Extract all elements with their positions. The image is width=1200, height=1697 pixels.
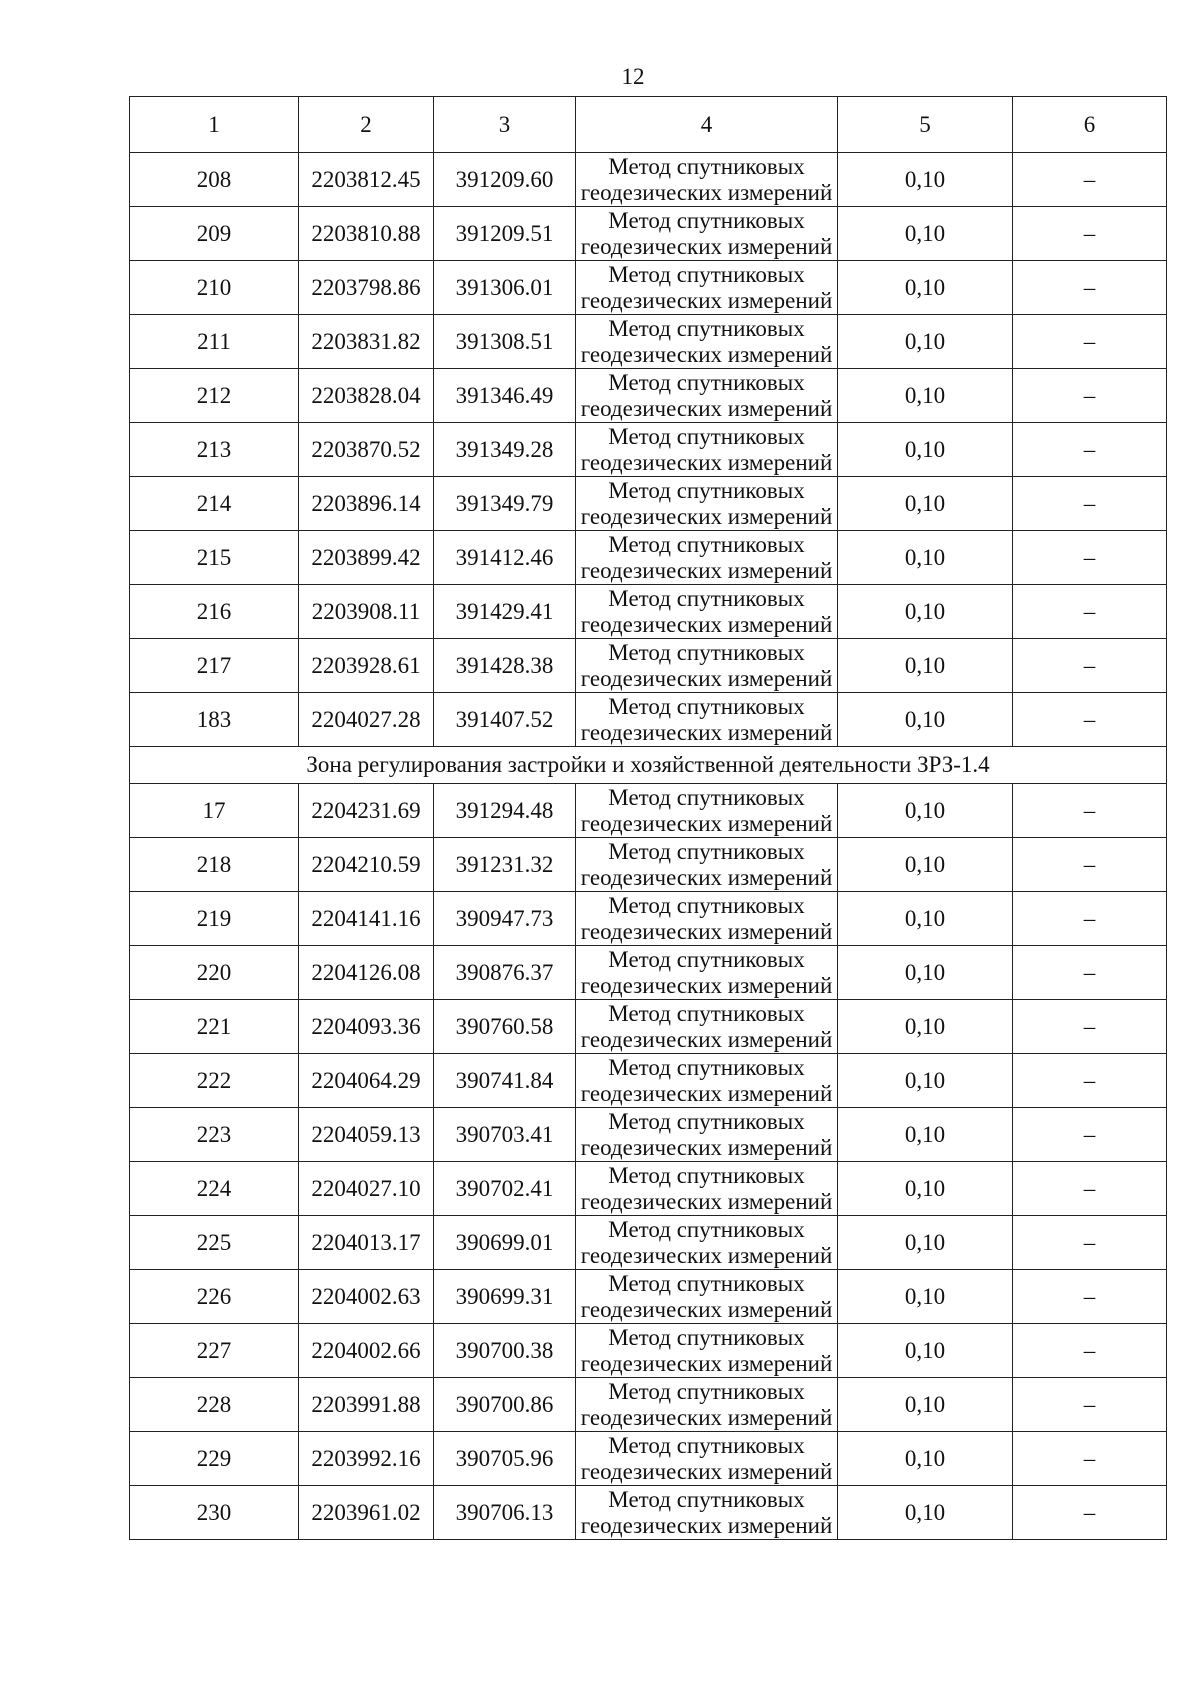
point-number-cell: 216: [130, 585, 299, 639]
note-cell: –: [1013, 369, 1167, 423]
x-coordinate-cell: 2203908.11: [299, 585, 434, 639]
method-line-1: Метод спутниковых: [608, 1108, 805, 1134]
method-line-2: геодезических измерений: [580, 1080, 833, 1106]
table-row: [130, 1216, 1167, 1270]
y-coordinate-cell: 391349.79: [434, 477, 576, 531]
column-header-3: 3: [434, 97, 576, 153]
point-number-cell: 210: [130, 261, 299, 315]
point-number-cell: 17: [130, 784, 299, 838]
method-line-1: Метод спутниковых: [608, 1378, 805, 1404]
method-line-1: Метод спутниковых: [608, 693, 805, 719]
method-cell: [576, 207, 838, 261]
note-cell: –: [1013, 693, 1167, 747]
accuracy-cell: 0,10: [838, 369, 1013, 423]
y-coordinate-cell: 390741.84: [434, 1054, 576, 1108]
method-line-2: геодезических измерений: [580, 503, 833, 529]
accuracy-cell: 0,10: [838, 1324, 1013, 1378]
header-row: [130, 97, 1167, 153]
point-number-cell: 230: [130, 1486, 299, 1540]
point-number-cell: 229: [130, 1432, 299, 1486]
coordinates-table: [129, 96, 1167, 1540]
accuracy-cell: 0,10: [838, 531, 1013, 585]
table-row: [130, 1000, 1167, 1054]
accuracy-cell: 0,10: [838, 784, 1013, 838]
y-coordinate-cell: 391231.32: [434, 838, 576, 892]
accuracy-cell: 0,10: [838, 1486, 1013, 1540]
note-cell: –: [1013, 1378, 1167, 1432]
method-line-2: геодезических измерений: [580, 341, 833, 367]
method-line-1: Метод спутниковых: [608, 423, 805, 449]
method-line-2: геодезических измерений: [580, 1026, 833, 1052]
y-coordinate-cell: 391346.49: [434, 369, 576, 423]
method-line-1: Метод спутниковых: [608, 1324, 805, 1350]
accuracy-cell: 0,10: [838, 892, 1013, 946]
accuracy-cell: 0,10: [838, 946, 1013, 1000]
method-line-2: геодезических измерений: [580, 918, 833, 944]
zone-row: [130, 747, 1167, 784]
table-body: [130, 153, 1167, 1540]
accuracy-cell: 0,10: [838, 1108, 1013, 1162]
point-number-cell: 228: [130, 1378, 299, 1432]
method-cell: [576, 423, 838, 477]
method-cell: [576, 838, 838, 892]
point-number-cell: 220: [130, 946, 299, 1000]
note-cell: –: [1013, 639, 1167, 693]
method-line-2: геодезических измерений: [580, 864, 833, 890]
note-cell: –: [1013, 1270, 1167, 1324]
x-coordinate-cell: 2203961.02: [299, 1486, 434, 1540]
method-cell: [576, 946, 838, 1000]
table-row: [130, 1486, 1167, 1540]
column-header-5: 5: [838, 97, 1013, 153]
x-coordinate-cell: 2204002.63: [299, 1270, 434, 1324]
method-cell: [576, 892, 838, 946]
y-coordinate-cell: 390703.41: [434, 1108, 576, 1162]
note-cell: –: [1013, 261, 1167, 315]
y-coordinate-cell: 391412.46: [434, 531, 576, 585]
accuracy-cell: 0,10: [838, 1270, 1013, 1324]
y-coordinate-cell: 391209.51: [434, 207, 576, 261]
method-line-2: геодезических измерений: [580, 449, 833, 475]
method-line-2: геодезических измерений: [580, 1134, 833, 1160]
x-coordinate-cell: 2203896.14: [299, 477, 434, 531]
note-cell: –: [1013, 946, 1167, 1000]
table-row: [130, 315, 1167, 369]
note-cell: –: [1013, 1216, 1167, 1270]
method-line-2: геодезических измерений: [580, 233, 833, 259]
y-coordinate-cell: 390706.13: [434, 1486, 576, 1540]
method-cell: [576, 1486, 838, 1540]
accuracy-cell: 0,10: [838, 585, 1013, 639]
table-row: [130, 477, 1167, 531]
method-line-2: геодезических измерений: [580, 665, 833, 691]
x-coordinate-cell: 2203798.86: [299, 261, 434, 315]
note-cell: –: [1013, 477, 1167, 531]
note-cell: –: [1013, 892, 1167, 946]
table-row: [130, 207, 1167, 261]
table-row: [130, 1378, 1167, 1432]
method-line-1: Метод спутниковых: [608, 838, 805, 864]
x-coordinate-cell: 2203928.61: [299, 639, 434, 693]
x-coordinate-cell: 2203828.04: [299, 369, 434, 423]
method-line-1: Метод спутниковых: [608, 946, 805, 972]
x-coordinate-cell: 2204013.17: [299, 1216, 434, 1270]
method-cell: [576, 639, 838, 693]
table-row: [130, 1162, 1167, 1216]
table-row: [130, 531, 1167, 585]
point-number-cell: 211: [130, 315, 299, 369]
table-row: [130, 423, 1167, 477]
y-coordinate-cell: 391428.38: [434, 639, 576, 693]
y-coordinate-cell: 391209.60: [434, 153, 576, 207]
method-line-2: геодезических измерений: [580, 1242, 833, 1268]
accuracy-cell: 0,10: [838, 1378, 1013, 1432]
table-row: [130, 1108, 1167, 1162]
note-cell: –: [1013, 784, 1167, 838]
y-coordinate-cell: 390700.86: [434, 1378, 576, 1432]
column-header-4: 4: [576, 97, 838, 153]
x-coordinate-cell: 2203831.82: [299, 315, 434, 369]
x-coordinate-cell: 2204064.29: [299, 1054, 434, 1108]
method-line-2: геодезических измерений: [580, 1350, 833, 1376]
method-line-2: геодезических измерений: [580, 972, 833, 998]
note-cell: –: [1013, 423, 1167, 477]
x-coordinate-cell: 2204027.28: [299, 693, 434, 747]
y-coordinate-cell: 391349.28: [434, 423, 576, 477]
accuracy-cell: 0,10: [838, 838, 1013, 892]
point-number-cell: 212: [130, 369, 299, 423]
method-line-2: геодезических измерений: [580, 1296, 833, 1322]
y-coordinate-cell: 390699.31: [434, 1270, 576, 1324]
method-cell: [576, 1432, 838, 1486]
x-coordinate-cell: 2204093.36: [299, 1000, 434, 1054]
point-number-cell: 223: [130, 1108, 299, 1162]
method-line-1: Метод спутниковых: [608, 1486, 805, 1512]
table-row: [130, 261, 1167, 315]
method-line-1: Метод спутниковых: [608, 153, 805, 179]
method-line-1: Метод спутниковых: [608, 531, 805, 557]
point-number-cell: 213: [130, 423, 299, 477]
accuracy-cell: 0,10: [838, 153, 1013, 207]
accuracy-cell: 0,10: [838, 1000, 1013, 1054]
method-line-2: геодезических измерений: [580, 1512, 833, 1538]
column-header-2: 2: [299, 97, 434, 153]
method-cell: [576, 1216, 838, 1270]
point-number-cell: 226: [130, 1270, 299, 1324]
method-line-1: Метод спутниковых: [608, 784, 805, 810]
method-line-2: геодезических измерений: [580, 287, 833, 313]
accuracy-cell: 0,10: [838, 1054, 1013, 1108]
accuracy-cell: 0,10: [838, 693, 1013, 747]
y-coordinate-cell: 390947.73: [434, 892, 576, 946]
method-cell: [576, 1108, 838, 1162]
point-number-cell: 225: [130, 1216, 299, 1270]
method-cell: [576, 693, 838, 747]
x-coordinate-cell: 2203812.45: [299, 153, 434, 207]
point-number-cell: 218: [130, 838, 299, 892]
method-cell: [576, 784, 838, 838]
accuracy-cell: 0,10: [838, 315, 1013, 369]
point-number-cell: 215: [130, 531, 299, 585]
method-cell: [576, 585, 838, 639]
table-row: [130, 639, 1167, 693]
method-cell: [576, 1162, 838, 1216]
x-coordinate-cell: 2203992.16: [299, 1432, 434, 1486]
method-line-2: геодезических измерений: [580, 1188, 833, 1214]
note-cell: –: [1013, 585, 1167, 639]
note-cell: –: [1013, 207, 1167, 261]
y-coordinate-cell: 390760.58: [434, 1000, 576, 1054]
y-coordinate-cell: 391306.01: [434, 261, 576, 315]
accuracy-cell: 0,10: [838, 1162, 1013, 1216]
x-coordinate-cell: 2204059.13: [299, 1108, 434, 1162]
note-cell: –: [1013, 1432, 1167, 1486]
note-cell: –: [1013, 531, 1167, 585]
method-cell: [576, 1270, 838, 1324]
method-cell: [576, 531, 838, 585]
table-header: [130, 97, 1167, 153]
method-line-2: геодезических измерений: [580, 719, 833, 745]
method-line-2: геодезических измерений: [580, 179, 833, 205]
point-number-cell: 227: [130, 1324, 299, 1378]
point-number-cell: 222: [130, 1054, 299, 1108]
note-cell: –: [1013, 1054, 1167, 1108]
method-line-1: Метод спутниковых: [608, 315, 805, 341]
method-cell: [576, 1324, 838, 1378]
accuracy-cell: 0,10: [838, 477, 1013, 531]
method-cell: [576, 153, 838, 207]
x-coordinate-cell: 2204126.08: [299, 946, 434, 1000]
point-number-cell: 221: [130, 1000, 299, 1054]
column-header-1: 1: [130, 97, 299, 153]
accuracy-cell: 0,10: [838, 1216, 1013, 1270]
point-number-cell: 217: [130, 639, 299, 693]
method-line-1: Метод спутниковых: [608, 477, 805, 503]
method-line-1: Метод спутниковых: [608, 369, 805, 395]
y-coordinate-cell: 390705.96: [434, 1432, 576, 1486]
y-coordinate-cell: 391407.52: [434, 693, 576, 747]
accuracy-cell: 0,10: [838, 423, 1013, 477]
method-cell: [576, 1378, 838, 1432]
table-row: [130, 693, 1167, 747]
table-row: [130, 1270, 1167, 1324]
table-row: [130, 784, 1167, 838]
method-cell: [576, 477, 838, 531]
table-row: [130, 1054, 1167, 1108]
x-coordinate-cell: 2204210.59: [299, 838, 434, 892]
method-line-1: Метод спутниковых: [608, 207, 805, 233]
table-row: [130, 153, 1167, 207]
y-coordinate-cell: 390700.38: [434, 1324, 576, 1378]
table-row: [130, 838, 1167, 892]
method-cell: [576, 1000, 838, 1054]
note-cell: –: [1013, 315, 1167, 369]
note-cell: –: [1013, 1162, 1167, 1216]
page-number: 12: [621, 64, 645, 89]
note-cell: –: [1013, 1000, 1167, 1054]
method-line-1: Метод спутниковых: [608, 1054, 805, 1080]
accuracy-cell: 0,10: [838, 639, 1013, 693]
method-cell: [576, 1054, 838, 1108]
table-row: [130, 946, 1167, 1000]
point-number-cell: 224: [130, 1162, 299, 1216]
method-line-2: геодезических измерений: [580, 557, 833, 583]
method-line-1: Метод спутниковых: [608, 1000, 805, 1026]
method-cell: [576, 369, 838, 423]
table-row: [130, 585, 1167, 639]
table-row: [130, 892, 1167, 946]
x-coordinate-cell: 2204027.10: [299, 1162, 434, 1216]
y-coordinate-cell: 390702.41: [434, 1162, 576, 1216]
method-line-1: Метод спутниковых: [608, 1162, 805, 1188]
table-row: [130, 1432, 1167, 1486]
x-coordinate-cell: 2203991.88: [299, 1378, 434, 1432]
method-line-1: Метод спутниковых: [608, 1432, 805, 1458]
note-cell: –: [1013, 1108, 1167, 1162]
y-coordinate-cell: 390876.37: [434, 946, 576, 1000]
method-line-2: геодезических измерений: [580, 1458, 833, 1484]
table-row: [130, 1324, 1167, 1378]
point-number-cell: 208: [130, 153, 299, 207]
method-cell: [576, 315, 838, 369]
note-cell: –: [1013, 1324, 1167, 1378]
point-number-cell: 214: [130, 477, 299, 531]
y-coordinate-cell: 391294.48: [434, 784, 576, 838]
x-coordinate-cell: 2203810.88: [299, 207, 434, 261]
method-line-1: Метод спутниковых: [608, 892, 805, 918]
method-line-1: Метод спутниковых: [608, 1270, 805, 1296]
x-coordinate-cell: 2204141.16: [299, 892, 434, 946]
x-coordinate-cell: 2203899.42: [299, 531, 434, 585]
point-number-cell: 209: [130, 207, 299, 261]
column-header-6: 6: [1013, 97, 1167, 153]
method-line-1: Метод спутниковых: [608, 261, 805, 287]
method-line-2: геодезических измерений: [580, 395, 833, 421]
method-line-2: геодезических измерений: [580, 810, 833, 836]
y-coordinate-cell: 390699.01: [434, 1216, 576, 1270]
y-coordinate-cell: 391429.41: [434, 585, 576, 639]
accuracy-cell: 0,10: [838, 1432, 1013, 1486]
y-coordinate-cell: 391308.51: [434, 315, 576, 369]
point-number-cell: 219: [130, 892, 299, 946]
method-line-1: Метод спутниковых: [608, 639, 805, 665]
point-number-cell: 183: [130, 693, 299, 747]
x-coordinate-cell: 2204231.69: [299, 784, 434, 838]
note-cell: –: [1013, 838, 1167, 892]
method-line-2: геодезических измерений: [580, 1404, 833, 1430]
table-row: [130, 369, 1167, 423]
x-coordinate-cell: 2203870.52: [299, 423, 434, 477]
note-cell: –: [1013, 153, 1167, 207]
method-line-1: Метод спутниковых: [608, 585, 805, 611]
note-cell: –: [1013, 1486, 1167, 1540]
method-line-1: Метод спутниковых: [608, 1216, 805, 1242]
x-coordinate-cell: 2204002.66: [299, 1324, 434, 1378]
accuracy-cell: 0,10: [838, 261, 1013, 315]
method-line-2: геодезических измерений: [580, 611, 833, 637]
accuracy-cell: 0,10: [838, 207, 1013, 261]
method-cell: [576, 261, 838, 315]
zone-title: Зона регулирования застройки и хозяйственной деятельности ЗРЗ-1.4: [130, 747, 1167, 784]
